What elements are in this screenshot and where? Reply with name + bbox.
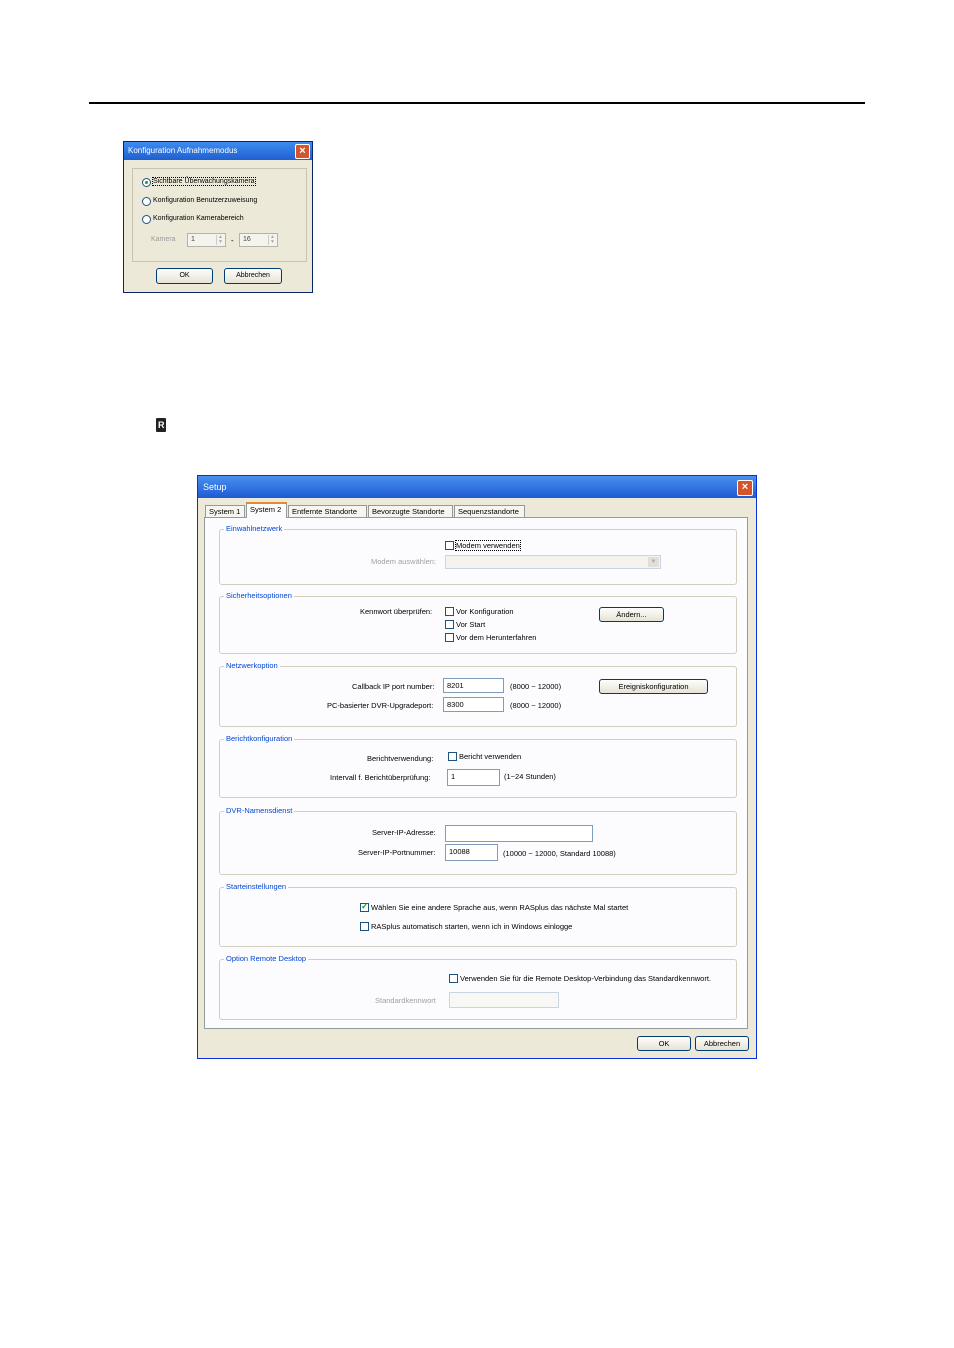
remote-desktop-group <box>219 954 737 1020</box>
event-config-button[interactable]: Ereigniskonfiguration <box>599 679 708 694</box>
dialog-titlebar <box>198 476 756 498</box>
camera-to-spinner[interactable] <box>239 233 278 247</box>
cancel-button[interactable]: Abbrechen <box>224 268 282 284</box>
tab-remote-sites[interactable]: Entfernte Standorte <box>288 505 367 517</box>
use-report-checkbox[interactable] <box>448 752 457 761</box>
spinner-arrows-icon[interactable]: ▲ ▼ <box>216 235 224 245</box>
upgrade-port-range: (8000 ~ 12000) <box>510 701 562 710</box>
camera-label: Kamera <box>151 236 176 243</box>
default-password-label: Standardkennwort <box>375 996 436 1005</box>
dialog-titlebar <box>124 142 312 160</box>
autostart-label: RASplus automatisch starten, wenn ich in Windows einlogge <box>371 922 573 931</box>
close-icon[interactable]: × <box>295 144 310 159</box>
rasplus-r-icon <box>156 418 166 432</box>
radio-label: Konfiguration Benutzerzuweisung <box>153 197 258 204</box>
tab-system-2[interactable]: System 2 <box>246 502 287 518</box>
autostart-checkbox[interactable] <box>360 922 369 931</box>
group-title: DVR-Namensdienst <box>226 806 293 815</box>
report-interval-input[interactable]: 1 <box>447 769 500 786</box>
server-port-range: (10000 ~ 12000, Standard 10088) <box>503 849 616 858</box>
dvrns-group <box>219 806 737 875</box>
report-interval-label: Intervall f. Berichtüberprüfung: <box>330 773 431 782</box>
use-modem-label: Modem verwenden <box>456 541 520 550</box>
report-group <box>219 734 737 798</box>
r-glyph: R <box>158 420 165 430</box>
group-title: Netzwerkoption <box>226 661 278 670</box>
spinner-arrows-icon[interactable]: ▲ ▼ <box>268 235 276 245</box>
before-config-checkbox[interactable] <box>445 607 454 616</box>
dialog-title: Konfiguration Aufnahmemodus <box>128 146 238 155</box>
use-default-password-label: Verwenden Sie für die Remote Desktop-Verbindung das Standardkennwort. <box>460 974 711 983</box>
dialup-group <box>219 524 737 585</box>
ok-button[interactable]: OK <box>156 268 213 284</box>
setup-dialog <box>197 475 757 1059</box>
change-password-button[interactable]: Ändern... <box>599 607 664 622</box>
spinner-value: 16 <box>243 236 251 243</box>
use-default-password-checkbox[interactable] <box>449 974 458 983</box>
server-ip-input[interactable] <box>445 825 593 842</box>
network-group <box>219 661 737 727</box>
report-usage-label: Berichtverwendung: <box>367 754 434 763</box>
before-config-label: Vor Konfiguration <box>456 607 514 616</box>
radio-icon[interactable] <box>142 197 151 206</box>
upgrade-port-input[interactable]: 8300 <box>443 697 504 712</box>
page-rule <box>89 102 865 104</box>
system2-panel <box>204 517 748 1029</box>
server-port-input[interactable]: 10088 <box>445 844 498 861</box>
check-password-label: Kennwort überprüfen: <box>360 607 433 616</box>
group-title: Starteinstellungen <box>226 882 287 891</box>
callback-port-label: Callback IP port number: <box>352 682 435 691</box>
server-port-label: Server-IP-Portnummer: <box>358 848 436 857</box>
use-report-label: Bericht verwenden <box>459 752 522 761</box>
default-password-input[interactable] <box>449 992 559 1008</box>
choose-language-checkbox[interactable] <box>360 903 369 912</box>
modem-select[interactable] <box>445 555 661 569</box>
callback-port-range: (8000 ~ 12000) <box>510 682 562 691</box>
camera-from-spinner[interactable] <box>187 233 226 247</box>
chevron-down-icon[interactable]: ▼ <box>648 557 659 567</box>
tab-system-1[interactable]: System 1 <box>205 505 245 517</box>
radio-label: Konfiguration Kamerabereich <box>153 215 244 222</box>
tab-sequence-sites[interactable]: Sequenzstandorte <box>454 505 525 517</box>
group-title: Option Remote Desktop <box>226 954 307 963</box>
before-start-label: Vor Start <box>456 620 486 629</box>
before-shutdown-checkbox[interactable] <box>445 633 454 642</box>
report-interval-range: (1~24 Stunden) <box>504 772 556 781</box>
radio-icon[interactable] <box>142 178 151 187</box>
spinner-value: 1 <box>191 236 195 243</box>
group-title: Berichtkonfiguration <box>226 734 293 743</box>
choose-language-label: Wählen Sie eine andere Sprache aus, wenn RASplus das nächste Mal startet <box>371 903 629 912</box>
before-start-checkbox[interactable] <box>445 620 454 629</box>
radio-label: Sichtbare Überwachungskamera <box>153 178 255 185</box>
upgrade-port-label: PC-basierter DVR-Upgradeport: <box>327 701 434 710</box>
callback-port-input[interactable]: 8201 <box>443 678 504 693</box>
ok-button[interactable]: OK <box>637 1036 691 1051</box>
dialog-title: Setup <box>203 482 227 492</box>
select-modem-label: Modem auswählen: <box>371 557 437 566</box>
startup-group <box>219 882 737 947</box>
recording-mode-dialog <box>123 141 313 293</box>
range-separator: - <box>231 236 234 245</box>
group-title: Einwahlnetzwerk <box>226 524 283 533</box>
radio-icon[interactable] <box>142 215 151 224</box>
close-icon[interactable]: × <box>737 480 753 496</box>
cancel-button[interactable]: Abbrechen <box>695 1036 749 1051</box>
use-modem-checkbox[interactable] <box>445 541 454 550</box>
security-group <box>219 591 737 654</box>
tab-favorite-sites[interactable]: Bevorzugte Standorte <box>368 505 453 517</box>
server-ip-label: Server-IP-Adresse: <box>372 828 436 837</box>
group-title: Sicherheitsoptionen <box>226 591 292 600</box>
before-shutdown-label: Vor dem Herunterfahren <box>456 633 537 642</box>
